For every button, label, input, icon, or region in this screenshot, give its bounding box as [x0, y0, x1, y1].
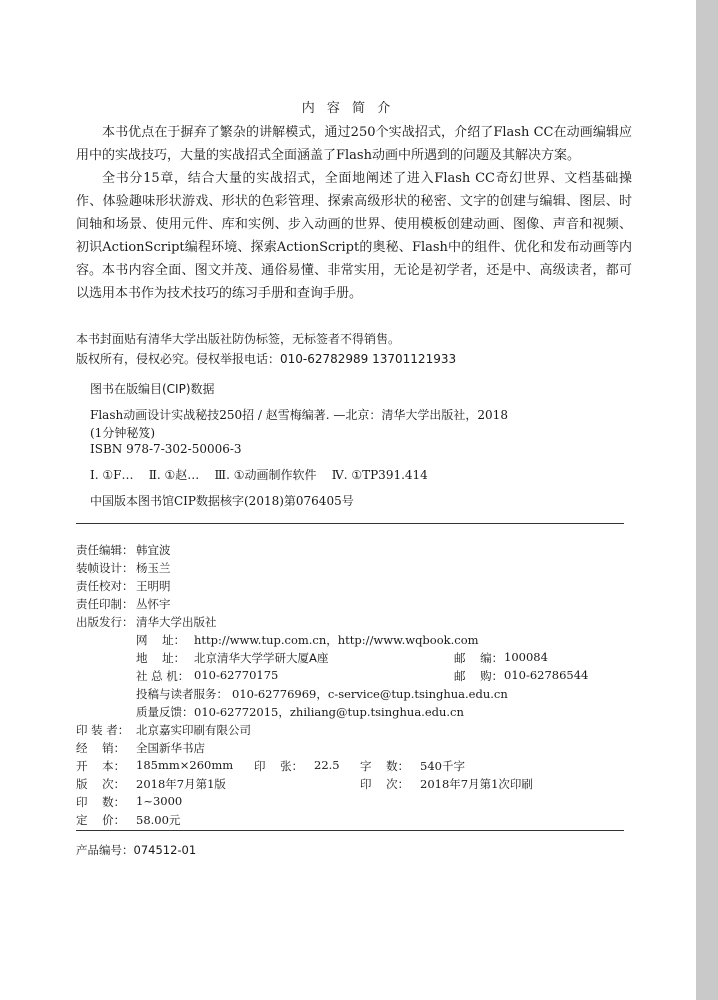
divider-bottom [76, 830, 624, 831]
publisher-mail-order-value: 010-62786544 [504, 668, 589, 682]
credit-value: 韩宜波 [136, 543, 171, 557]
impression-value: 2018年7月第1次印刷 [420, 777, 533, 791]
price-value: 58.00元 [136, 813, 181, 827]
credit-value: 丛怀宇 [136, 597, 171, 611]
summary-paragraph-2: 全书分15章，结合大量的实战招式，全面地阐述了进入Flash CC奇幻世界、文档基础操作、体验趣味形状游戏、形状的色彩管理、探索高级形状的秘密、文字的创建与编辑、图层、时间轴和场景、使用元件、库和实例、步入动画的世界、使用模板创建动画、图像、声音和视频、初识ActionScript编程环境、探索ActionScript的奥秘、Flash中的组件、优化和发布动画等内容。 [76, 171, 632, 278]
anti-counterfeit-notice: 本书封面贴有清华大学出版社防伪标签，无标签者不得销售。 [76, 332, 401, 346]
cip-heading: 图书在版编目(CIP)数据 [90, 382, 215, 396]
publisher-switchboard-label: 社 总 机： [136, 669, 190, 683]
word-count-value: 540千字 [420, 759, 465, 773]
print-run-value: 1~3000 [136, 794, 183, 808]
price-label: 定 价： [76, 813, 126, 827]
credit-label: 责任校对： [76, 579, 134, 593]
publisher-web-value: http://www.tup.com.cn，http://www.wqbook.com [194, 633, 479, 647]
publisher-zip-label: 邮 编： [454, 651, 504, 665]
publisher-web-label: 网 址： [136, 633, 186, 647]
printer-value: 北京嘉实印刷有限公司 [136, 723, 251, 737]
print-run-label: 印 数： [76, 795, 126, 809]
format-label: 开 本： [76, 759, 126, 773]
cip-isbn: ISBN 978-7-302-50006-3 [90, 442, 242, 456]
summary-heading: 内 容 简 介 [301, 101, 395, 116]
edition-value: 2018年7月第1版 [136, 777, 226, 791]
publisher-switchboard-value: 010-62770175 [194, 668, 279, 682]
cip-record-number: 中国版本图书馆CIP数据核字(2018)第076405号 [90, 494, 354, 508]
edition-label: 版 次： [76, 777, 126, 791]
credit-label: 责任编辑： [76, 543, 134, 557]
cip-classification: Ⅰ. ①F… Ⅱ. ①赵… Ⅲ. ①动画制作软件 Ⅳ. ①TP391.414 [90, 468, 428, 482]
publisher-quality-label: 质量反馈： [136, 705, 194, 719]
divider-top [76, 523, 624, 524]
summary-paragraph-3: 本书内容全面、图文并茂、通俗易懂、非常实用，无论是初学者，还是中、高级读者，都可以选用本书作为技术技巧的练习手册和查询手册。 [76, 263, 632, 301]
publisher-address-label: 地 址： [136, 651, 186, 665]
publisher-quality-value: 010-62772015，zhiliang@tup.tsinghua.edu.cn [194, 705, 464, 719]
credit-label: 责任印制： [76, 597, 134, 611]
credit-label: 装帧设计： [76, 561, 134, 575]
printer-label: 印 装 者： [76, 723, 130, 737]
format-value: 185mm×260mm [136, 758, 234, 772]
sheets-label: 印 张： [254, 759, 304, 773]
credit-value: 清华大学出版社 [136, 615, 217, 629]
copyright-notice: 版权所有，侵权必究。侵权举报电话：010-62782989 13701121933 [76, 352, 457, 366]
sheets-value: 22.5 [314, 758, 340, 772]
publisher-zip-value: 100084 [504, 650, 548, 664]
publisher-service-label: 投稿与读者服务： [136, 687, 228, 701]
impression-label: 印 次： [360, 777, 410, 791]
cip-series-line: (1分钟秘笈) [90, 426, 155, 440]
summary-paragraph-1: 本书优点在于摒弃了繁杂的讲解模式，通过250个实战招式，介绍了Flash CC在动画编辑应用中的实战技巧，大量的实战招式全面涵盖了Flash动画中所遇到的问题及其解决方案。 [76, 125, 632, 163]
page-edge-shadow [696, 0, 718, 1000]
distributor-value: 全国新华书店 [136, 741, 205, 755]
credit-value: 王明明 [136, 579, 171, 593]
distributor-label: 经 销： [76, 741, 126, 755]
product-code: 产品编号：074512-01 [76, 843, 197, 857]
publisher-address-value: 北京清华大学学研大厦A座 [194, 651, 329, 665]
cip-title-line: Flash动画设计实战秘技250招 / 赵雪梅编著. —北京：清华大学出版社，2018 [90, 408, 508, 422]
credit-label: 出版发行： [76, 615, 134, 629]
publisher-mail-order-label: 邮 购： [454, 669, 504, 683]
publisher-service-value: 010-62776969，c-service@tup.tsinghua.edu.cn [232, 687, 508, 701]
word-count-label: 字 数： [360, 759, 410, 773]
credit-value: 杨玉兰 [136, 561, 171, 575]
